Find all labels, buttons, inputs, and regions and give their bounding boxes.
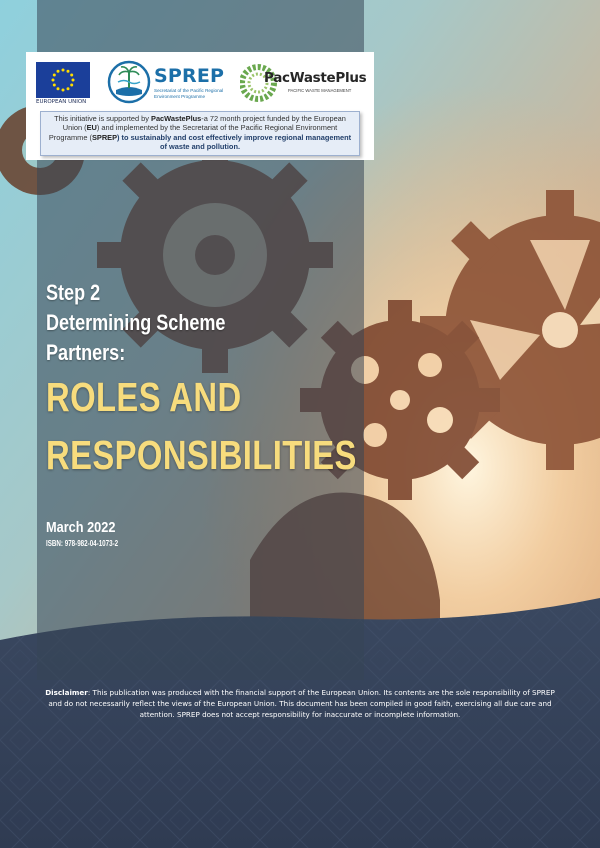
title-line-3: Partners:	[46, 340, 126, 365]
support-program: PacWastePlus	[151, 114, 202, 123]
eu-logo	[36, 62, 92, 105]
sprep-name: SPREP	[154, 65, 225, 87]
support-text-2: -a 72 month project funded by the European Union (	[62, 114, 346, 133]
eu-label: EUROPEAN UNION	[36, 99, 87, 105]
title-line-2: Determining Scheme	[46, 310, 226, 335]
pacwasteplus-subtitle: PACIFIC WASTE MANAGEMENT	[288, 88, 352, 93]
disclaimer	[44, 687, 556, 720]
support-statement	[40, 111, 360, 156]
support-sprep: SPREP	[91, 132, 118, 142]
support-text-1: This initiative is supported by	[54, 114, 152, 123]
publication-date: March 2022	[46, 519, 116, 536]
title-line-4: ROLES AND	[46, 374, 242, 420]
title-step: Step 2	[46, 280, 101, 305]
title-line-5: RESPONSIBILITIES	[46, 432, 357, 478]
sprep-emblem-icon	[106, 60, 152, 104]
sprep-subtitle: Secretariat of the Pacific Regional Environment Programme	[154, 88, 224, 99]
partner-logos	[26, 52, 374, 108]
support-text-3: ) and implemented by the Secretariat of the Pacific Regional Environment Programme (	[48, 123, 338, 142]
cover-title	[46, 278, 376, 484]
support-eu: EU	[86, 123, 97, 133]
disclaimer-text: : This publication was produced with the financial support of the European Union. Its contents are the sole responsibility of SPREP and do not necessarily reflect the views of the European Union. This document has been compiled in good faith, exercising all due care and attention. SPREP does not accept responsibility for inaccurate or incomplete information.	[48, 688, 555, 719]
pacwasteplus-logo	[240, 58, 368, 108]
eu-flag-icon	[36, 62, 90, 98]
logo-card	[26, 52, 374, 160]
isbn: ISBN: 978-982-04-1073-2	[46, 539, 119, 548]
disclaimer-label: Disclaimer	[45, 688, 88, 697]
pacwasteplus-name: PacWastePlus	[264, 70, 367, 86]
sprep-logo	[106, 60, 234, 104]
support-text-4: ) to sustainably and cost effectively improve regional management of waste and pollution.	[117, 132, 352, 151]
